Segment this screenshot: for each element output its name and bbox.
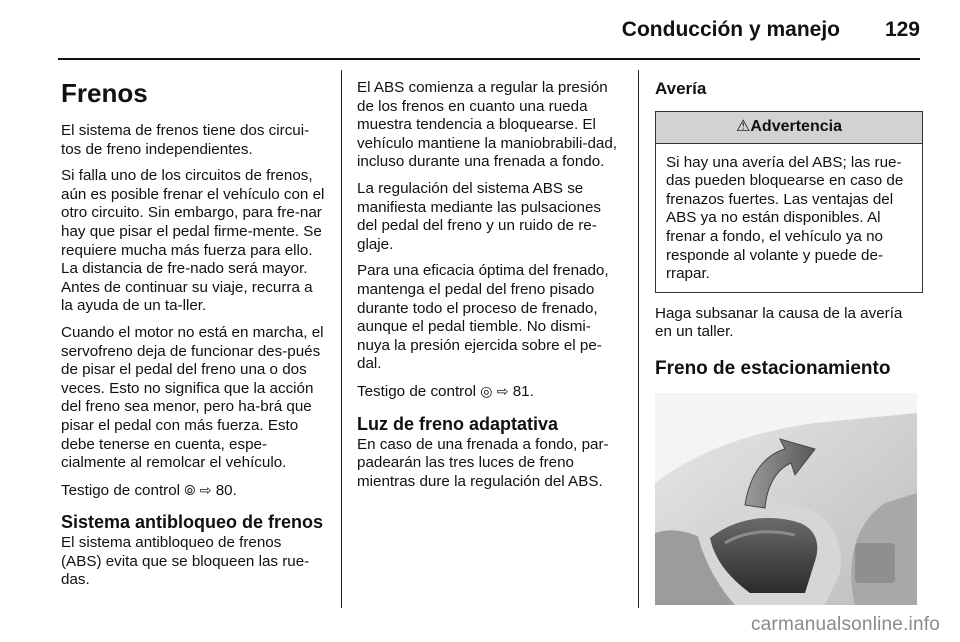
paragraph: El ABS comienza a regular la presión de los frenos en cuanto una rueda muestra tendencia a bloquearse. El vehículo mantiene la maniobrabili-dad, incluso durante una frenada a fondo. [357, 79, 618, 171]
paragraph: Si falla uno de los circuitos de frenos, aún es posible frenar el vehículo con el otro circuito. Sin embargo, para fre-nar hay que pisar el pedal firme-mente. Se requiere mucha más fuerza para ello. La distancia de fre-nado será mayor. Antes de continuar su viaje, recurra a la ayuda de un ta-ller. [61, 167, 325, 315]
page-reference: 81. [512, 382, 534, 400]
page-header [0, 0, 960, 62]
column-middle [357, 79, 621, 499]
warning-text: Si hay una avería del ABS; las rue-das pueden bloquearse en caso de frenazos fuertes. Las ventajas del ABS ya no están disponibles. Al frenar a fondo, el vehículo ya no responde al volante y puede de-rrapar. [666, 153, 904, 283]
abs-warning-icon: ◎ [480, 382, 493, 399]
column-right [655, 79, 923, 611]
heading-frenos: Frenos [61, 78, 148, 108]
header-divider [58, 58, 920, 60]
paragraph: Para una eficacia óptima del frenado, mantenga el pedal del freno pisado durante todo el proceso de frenado, aunque el pedal tiemble. No dismi-nuya la presión ejercida sobre el pe-dal. [357, 262, 609, 373]
paragraph: El sistema antibloqueo de frenos (ABS) evita que se bloqueen las rue-das. [61, 534, 310, 589]
paragraph: En caso de una frenada a fondo, par-padearán las tres luces de freno mientras dure la regulación del ABS. [357, 435, 609, 490]
testigo-label: Testigo de control [61, 481, 181, 499]
page-reference: 80. [215, 481, 237, 499]
page-number: 129 [884, 18, 920, 41]
warning-title: Advertencia [750, 118, 842, 135]
section-title: Conducción y manejo [621, 18, 840, 41]
parking-brake-photo [655, 393, 917, 605]
paragraph: Cuando el motor no está en marcha, el servofreno deja de funcionar des-pués de pisar el pedal del freno una o dos veces. Esto no significa que la acción del freno sea menor, pero ha-brá que pisar el pedal con más fuerza. Esto debe tenerse en cuenta, espe-cialmente al remolcar el vehículo. [61, 323, 324, 472]
watermark: carmanualsonline.info [750, 614, 940, 635]
warning-header [656, 112, 922, 144]
heading-averia: Avería [655, 79, 707, 98]
testigo-line [61, 481, 325, 501]
paragraph: Haga subsanar la causa de la avería en un taller. [655, 304, 903, 341]
brake-warning-icon: ⦾ [184, 481, 196, 498]
paragraph: El sistema de frenos tiene dos circui-tos de freno independientes. [61, 122, 310, 158]
paragraph: La regulación del sistema ABS se manifiesta mediante las pulsaciones del pedal del freno y un ruido de re-glaje. [357, 179, 601, 253]
heading-luz-freno: Luz de freno adaptativa [357, 413, 559, 434]
column-left [61, 70, 325, 598]
heading-parking-brake: Freno de estacionamiento [655, 357, 891, 379]
page-ref-arrow-icon: ⇨ [496, 382, 509, 399]
testigo-label: Testigo de control [357, 382, 477, 400]
heading-abs: Sistema antibloqueo de frenos [61, 512, 324, 533]
testigo-line [357, 382, 621, 402]
page-ref-arrow-icon: ⇨ [199, 481, 212, 498]
warning-box [655, 111, 923, 293]
warning-triangle-icon: ⚠ [736, 118, 751, 135]
column-divider [638, 70, 639, 608]
column-divider [341, 70, 342, 608]
